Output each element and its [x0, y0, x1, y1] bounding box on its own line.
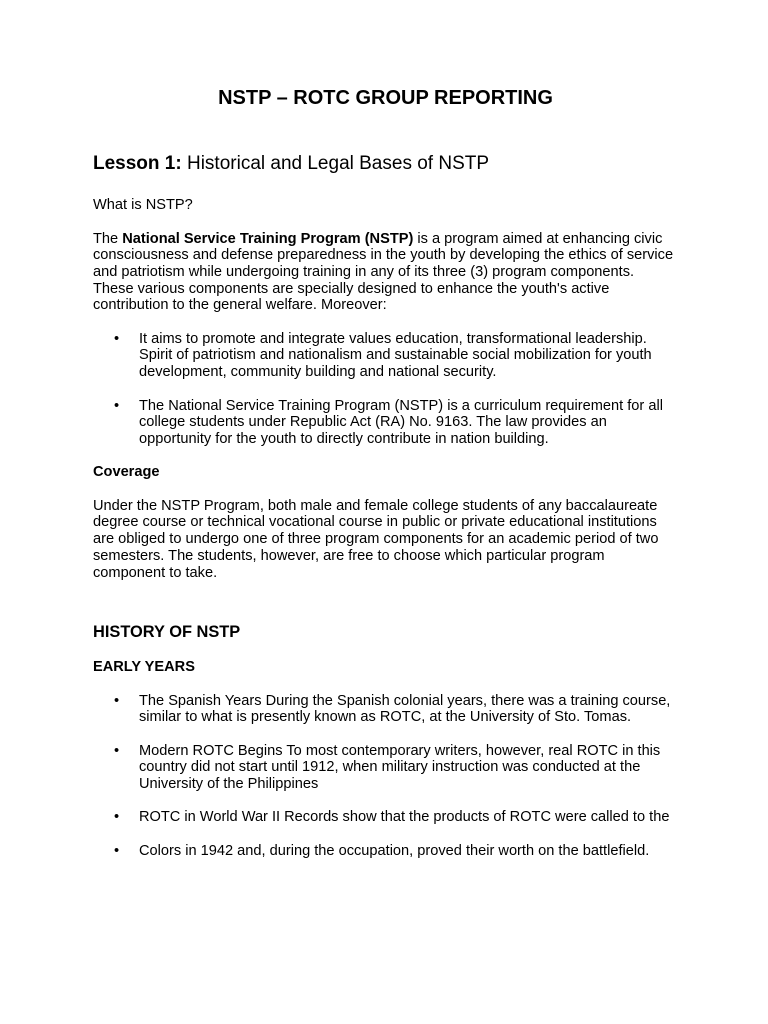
intro-lead: The	[93, 230, 123, 247]
history-heading: HISTORY OF NSTP	[93, 623, 241, 642]
intro-bullet-item	[93, 398, 678, 448]
history-bullet-item	[93, 693, 678, 726]
history-bullet-item-text: Modern ROTC Begins To most contemporary writers, however, real ROTC in this country did not start until 1912, when military instruction was conducted at the University of the Philippines	[139, 742, 661, 793]
history-bullet-item	[93, 743, 678, 793]
coverage-heading: Coverage	[93, 464, 160, 481]
history-bullet-item	[93, 809, 678, 826]
intro-rest: is a program aimed at enhancing civic consciousness and defense preparedness in the youth by developing the ethics of service and patriotism while undergoing training in any of its three (3) program components. These various components are specially designed to enhance the youth's active contribution to the general welfare. Moreover:	[93, 230, 674, 314]
bullet-dot-icon: •	[114, 842, 120, 859]
history-bullet-item-text: ROTC in World War II Records show that the products of ROTC were called to the	[139, 809, 670, 826]
intro-bullet-item	[93, 331, 678, 381]
bullet-dot-icon: •	[114, 809, 120, 826]
intro-bullet-item-text: It aims to promote and integrate values education, transformational leadership. Spirit of patriotism and nationalism and sustainable social mobilization for youth development, community building and national security.	[139, 330, 652, 381]
lesson-heading	[93, 153, 678, 176]
lesson-number: Lesson 1:	[93, 153, 182, 174]
history-bullet-item-text: Colors in 1942 and, during the occupation, proved their worth on the battlefield.	[139, 842, 650, 859]
intro-bullet-item-text: The National Service Training Program (NSTP) is a curriculum requirement for all college students under Republic Act (RA) No. 9163. The law provides an opportunity for the youth to directly contribute in nation building.	[139, 397, 663, 447]
intro-paragraph	[93, 231, 678, 315]
bullet-dot-icon: •	[114, 742, 120, 759]
lesson-name: Historical and Legal Bases of NSTP	[186, 153, 490, 174]
document-title: NSTP – ROTC GROUP REPORTING	[218, 87, 553, 109]
question-text: What is NSTP?	[93, 196, 193, 213]
intro-bullet-list	[93, 331, 678, 448]
intro-bold-term: National Service Training Program (NSTP)	[122, 230, 414, 247]
history-bullet-item	[93, 843, 678, 860]
bullet-dot-icon: •	[114, 397, 120, 414]
bullet-dot-icon: •	[114, 330, 120, 347]
history-bullet-item-text: The Spanish Years During the Spanish colonial years, there was a training course, similar to what is presently known as ROTC, at the University of Sto. Tomas.	[139, 692, 671, 726]
early-years-heading: EARLY YEARS	[93, 658, 195, 675]
bullet-dot-icon: •	[114, 692, 120, 709]
history-bullet-list	[93, 693, 678, 860]
coverage-paragraph: Under the NSTP Program, both male and female college students of any baccalaureate degree course or technical vocational course in public or private educational institutions are obliged to undergo one of three program components for an academic period of two semesters. The students, however, are free to choose which particular program component to take.	[93, 497, 659, 581]
